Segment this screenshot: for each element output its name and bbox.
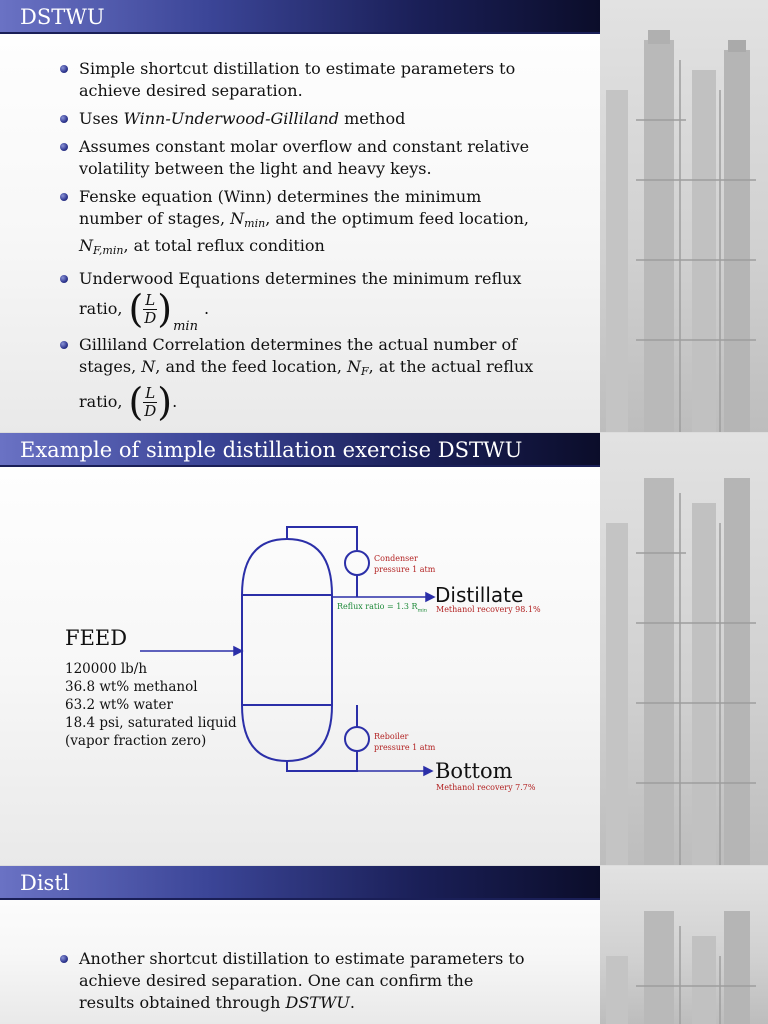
fraction-denominator: D <box>144 308 157 327</box>
bullet-text: , at total reflux condition <box>123 236 325 255</box>
fraction-numerator: L <box>145 383 156 402</box>
bottom-arrowhead <box>424 767 432 775</box>
math-var: N <box>230 209 245 228</box>
bullet-item <box>60 334 540 424</box>
paren-left: ( <box>128 380 144 424</box>
bullet-text: Underwood Equations determines the minimum reflux <box>79 269 522 288</box>
slide-content <box>0 433 600 865</box>
feed-spec-line: 18.4 psi, saturated liquid <box>65 715 237 731</box>
bullet-text: , at the actual reflux <box>368 357 534 376</box>
towers-illustration <box>596 0 768 432</box>
math-var: N <box>347 357 362 376</box>
math-var: N <box>141 357 156 376</box>
fraction-numerator: L <box>145 290 156 309</box>
reboiler-pressure: pressure 1 atm <box>374 743 436 752</box>
method-name: Winn-Underwood-Gilliland <box>123 109 339 128</box>
feed-spec-line: 63.2 wt% water <box>65 697 173 713</box>
paren-left: ( <box>128 287 144 331</box>
towers-illustration <box>596 866 768 1024</box>
fraction <box>143 385 157 420</box>
distillate-recovery: Methanol recovery 98.1% <box>436 605 541 614</box>
bullet-item <box>60 186 540 262</box>
math-subscript: min <box>173 319 198 334</box>
bullet-item <box>60 268 540 334</box>
slide-example <box>0 433 768 865</box>
condenser-pressure: pressure 1 atm <box>374 565 436 574</box>
bullet-item <box>60 948 530 1014</box>
bullet-text: Uses <box>79 109 124 128</box>
bullet-text: Another shortcut distillation to estimate parameters to achieve desired separation. One can confirm the results obtained through <box>79 949 525 1012</box>
bullet-text: ratio, <box>79 392 123 411</box>
slide-title: Example of simple distillation exercise DSTWU <box>0 433 600 467</box>
reflux-ratio-label <box>337 602 427 614</box>
bullet-text: . <box>349 993 355 1012</box>
feed-spec-line: (vapor fraction zero) <box>65 733 207 749</box>
bullet-text: Simple shortcut distillation to estimate parameters to achieve desired separation. <box>79 59 516 100</box>
reflux-ratio-subscript: min <box>417 607 428 614</box>
slide-title: Distl <box>0 866 600 900</box>
paren-right: ) <box>157 287 173 331</box>
slide-distl <box>0 866 768 1024</box>
distillation-column-photo <box>596 0 768 432</box>
bullet-item <box>60 136 540 180</box>
reboiler-icon <box>345 727 369 751</box>
slide-dstwu <box>0 0 768 432</box>
bullet-text: method <box>338 109 406 128</box>
math-var: N <box>79 236 93 255</box>
bullet-text: , and the optimum feed location, <box>265 209 529 228</box>
distillation-column-photo <box>596 866 768 1024</box>
fraction-denominator: D <box>144 401 157 420</box>
condenser-label <box>374 553 435 575</box>
reflux-ratio-formula <box>79 380 178 424</box>
feed-label: FEED <box>65 626 128 650</box>
column-shell <box>242 539 332 761</box>
bullet-text: . <box>172 392 178 411</box>
slide-title: DSTWU <box>0 0 600 34</box>
feed-spec-line: 36.8 wt% methanol <box>65 679 198 695</box>
bullet-list <box>60 948 530 1020</box>
bullet-text: ratio, <box>79 299 123 318</box>
distillate-arrowhead <box>426 593 434 601</box>
bullet-text: Gilliland Correlation determines the actual number of stages, <box>79 335 518 376</box>
condenser-icon <box>345 551 369 575</box>
reflux-ratio-formula <box>79 287 210 334</box>
math-subscript: F <box>361 365 369 378</box>
towers-illustration <box>596 433 768 865</box>
reboiler-name: Reboiler <box>374 732 409 741</box>
bullet-text: Assumes constant molar overflow and constant relative volatility between the light and heavy keys. <box>79 137 530 178</box>
fraction <box>143 292 157 327</box>
bullet-text: . <box>203 299 210 318</box>
distillation-column-photo <box>596 433 768 865</box>
bottom-label: Bottom <box>435 759 513 783</box>
paren-right: ) <box>157 380 173 424</box>
reflux-ratio-text: Reflux ratio = 1.3 R <box>337 602 418 611</box>
slide-content <box>0 0 600 432</box>
bullet-text: Fenske equation (Winn) determines the minimum number of stages, <box>79 187 482 228</box>
feed-arrowhead <box>234 647 242 655</box>
reboiler-label <box>374 731 435 753</box>
feed-specs <box>65 660 237 750</box>
bullet-list <box>60 58 540 427</box>
condenser-name: Condenser <box>374 554 418 563</box>
bottom-recovery: Methanol recovery 7.7% <box>436 783 536 792</box>
bullet-item <box>60 58 540 102</box>
feed-spec-line: 120000 lb/h <box>65 661 148 677</box>
bullet-item <box>60 108 540 130</box>
math-subscript: min <box>244 217 266 230</box>
distillate-label: Distillate <box>435 583 524 607</box>
bullet-text: , and the feed location, <box>155 357 348 376</box>
math-subscript: F,min <box>93 244 124 257</box>
method-name: DSTWU <box>285 993 350 1012</box>
overhead-line <box>287 527 357 550</box>
slide-content <box>0 866 600 1024</box>
